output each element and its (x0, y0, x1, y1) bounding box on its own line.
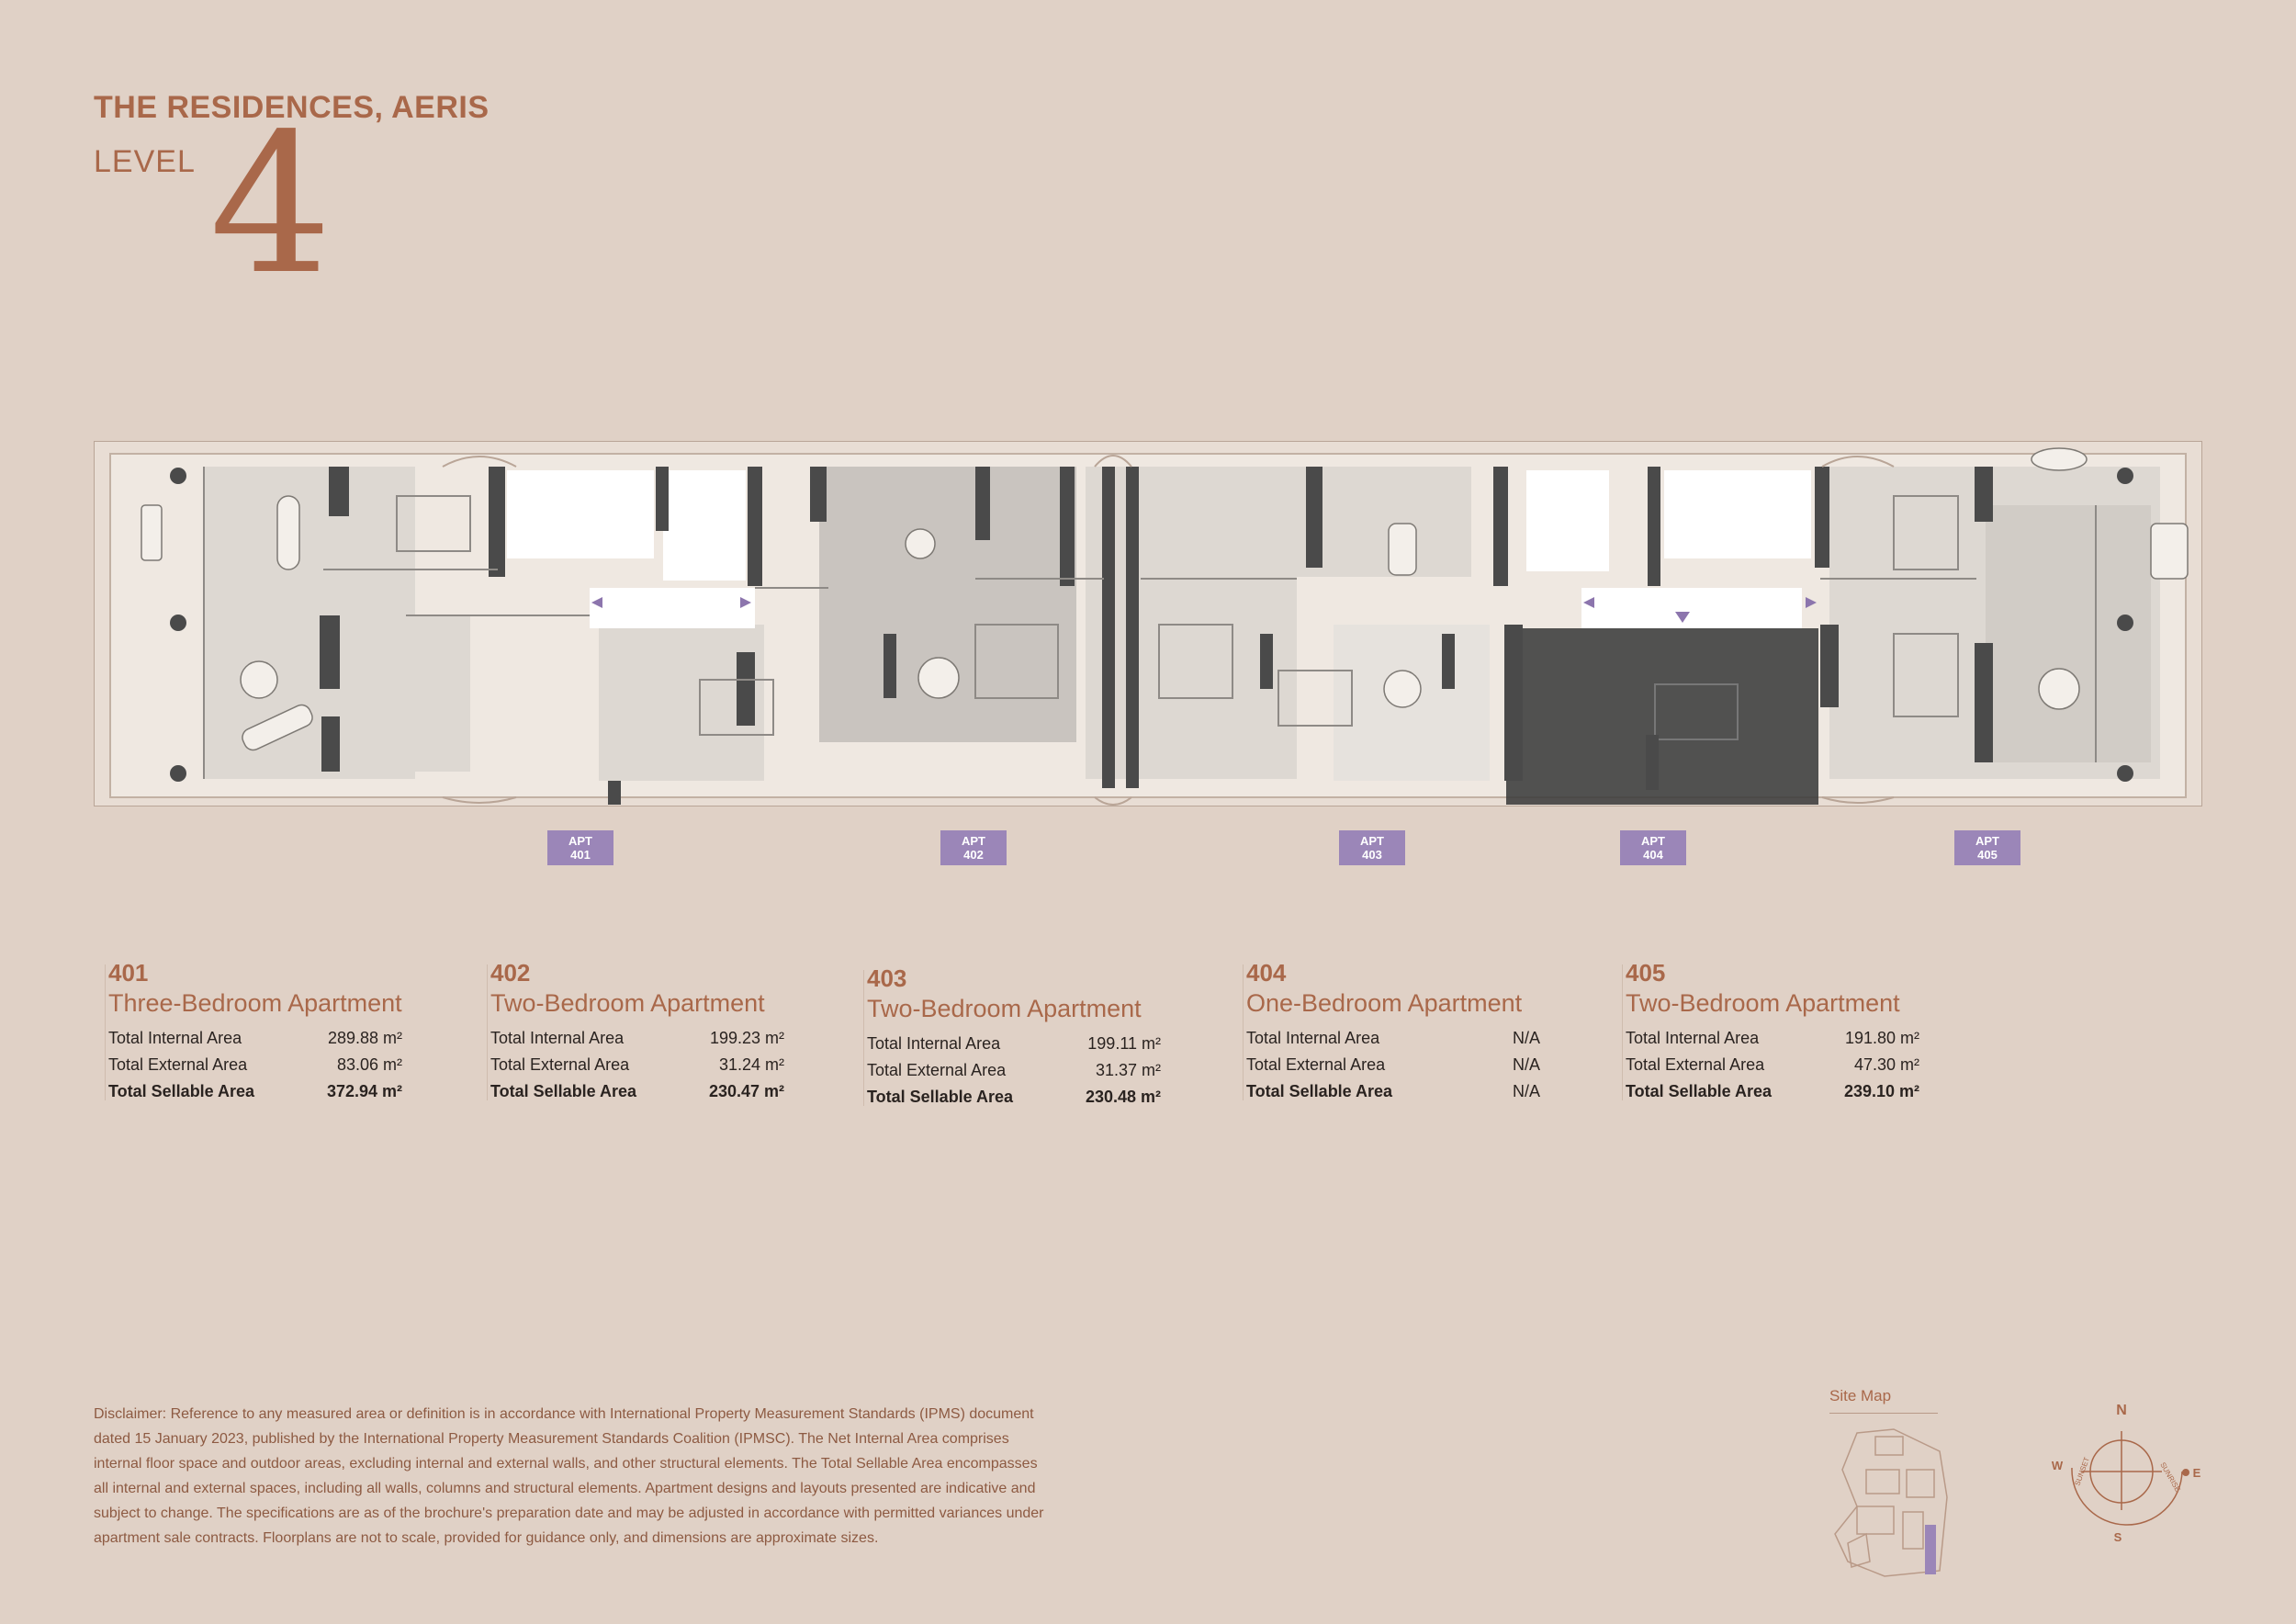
area-value: 230.47 m² (708, 1082, 784, 1100)
apt-tag-label: APT (1360, 834, 1384, 848)
area-label: Total Sellable Area (1246, 1082, 1393, 1100)
area-value: N/A (1512, 1082, 1540, 1100)
apartment-403-summary (867, 964, 1161, 1111)
area-value: 31.24 m² (718, 1055, 784, 1074)
area-value: 230.48 m² (1085, 1088, 1161, 1106)
compass-e: E (2192, 1466, 2201, 1480)
compass-w: W (2051, 1459, 2064, 1472)
area-value: 83.06 m² (336, 1055, 402, 1074)
area-value: 31.37 m² (1095, 1061, 1161, 1079)
apt-tag-label: APT (568, 834, 592, 848)
apt-tag-number: 403 (1362, 848, 1382, 862)
area-label: Total External Area (1626, 1055, 1765, 1074)
apartment-type: Three-Bedroom Apartment (108, 989, 402, 1017)
apartment-404-summary (1246, 959, 1540, 1105)
area-value: 191.80 m² (1844, 1029, 1919, 1047)
apartment-number: 401 (108, 959, 149, 987)
area-value: 372.94 m² (326, 1082, 402, 1100)
site-map-divider (1829, 1413, 1938, 1414)
area-row (490, 1052, 784, 1078)
area-label: Total Sellable Area (108, 1082, 255, 1100)
area-label: Total External Area (108, 1055, 248, 1074)
area-row-total (108, 1078, 402, 1105)
area-label: Total Internal Area (108, 1029, 242, 1047)
apartment-number: 402 (490, 959, 531, 987)
apartment-number: 404 (1246, 959, 1287, 987)
disclaimer-text: Disclaimer: Reference to any measured area or definition is in accordance with International Property Measurement Standards (IPMS) document dated 15 January 2023, published by the International Property Measurement Standards Coalition (IPMSC). The Net Internal Area comprises internal floor space and outdoor areas, excluding internal and external walls, and other structural elements. The Total Sellable Area encompasses all internal and external spaces, including all walls, columns and structural elements. Apartment designs and layouts presented are indicative and subject to change. The specifications are as of the brochure's preparation date and may be adjusted in accordance with permitted variances under apartment sale contracts. Floorplans are not to scale, provided for guidance only, and dimensions are approximate sizes. (94, 1406, 1044, 1546)
compass-icon (2039, 1387, 2204, 1552)
area-row (1626, 1052, 1919, 1078)
apartment-type: Two-Bedroom Apartment (490, 989, 765, 1017)
apartment-type: One-Bedroom Apartment (1246, 989, 1523, 1017)
area-value: 47.30 m² (1853, 1055, 1919, 1074)
area-row (867, 1057, 1161, 1084)
area-row (108, 1052, 402, 1078)
area-row (867, 1031, 1161, 1057)
compass-sunrise: SUNRISE (2158, 1460, 2182, 1494)
level-label: LEVEL (94, 144, 196, 179)
apt-tag-number: 404 (1643, 848, 1663, 862)
site-map-drawing (1829, 1424, 1967, 1580)
area-row (1246, 1052, 1540, 1078)
document-title: THE RESIDENCES, AERIS (94, 90, 490, 125)
area-row (1246, 1025, 1540, 1052)
apt-tag-403 (1339, 830, 1405, 865)
apartment-401-summary (108, 959, 402, 1105)
area-label: Total Sellable Area (1626, 1082, 1773, 1100)
site-map-label: Site Map (1829, 1387, 1892, 1404)
area-label: Total External Area (490, 1055, 630, 1074)
area-label: Total Sellable Area (490, 1082, 637, 1100)
apt-tag-label: APT (1975, 834, 1999, 848)
area-row (108, 1025, 402, 1052)
apartment-number: 403 (867, 964, 907, 992)
floor-plan (94, 441, 2202, 806)
compass-sunset: SUNSET (2073, 1456, 2091, 1487)
area-label: Total Internal Area (1626, 1029, 1760, 1047)
area-row-total (1626, 1078, 1919, 1105)
area-row-total (490, 1078, 784, 1105)
apt-tag-number: 402 (963, 848, 984, 862)
apt-tag-404 (1620, 830, 1686, 865)
area-row (490, 1025, 784, 1052)
compass-n: N (2116, 1403, 2127, 1418)
apt-tag-402 (940, 830, 1007, 865)
area-label: Total Internal Area (490, 1029, 625, 1047)
apartment-402-summary (490, 959, 784, 1105)
apt-tag-label: APT (962, 834, 985, 848)
apartment-type: Two-Bedroom Apartment (867, 995, 1142, 1022)
apartment-number: 405 (1626, 959, 1666, 987)
area-value: 289.88 m² (327, 1029, 402, 1047)
apt-tag-405 (1954, 830, 2020, 865)
area-value: N/A (1512, 1029, 1540, 1047)
apartment-405-summary (1626, 959, 1919, 1105)
area-row (1626, 1025, 1919, 1052)
apt-tag-number: 401 (570, 848, 591, 862)
apt-tag-401 (547, 830, 613, 865)
area-row-total (867, 1084, 1161, 1111)
apt-tag-label: APT (1641, 834, 1665, 848)
area-value: 239.10 m² (1843, 1082, 1919, 1100)
area-label: Total External Area (1246, 1055, 1386, 1074)
level-number: 4 (209, 92, 332, 317)
area-value: N/A (1512, 1055, 1540, 1074)
compass-s: S (2113, 1530, 2122, 1544)
apartment-type: Two-Bedroom Apartment (1626, 989, 1900, 1017)
area-label: Total Internal Area (867, 1034, 1001, 1053)
apt-tag-number: 405 (1977, 848, 1998, 862)
area-row-total (1246, 1078, 1540, 1105)
area-value: 199.23 m² (709, 1029, 784, 1047)
area-label: Total Internal Area (1246, 1029, 1380, 1047)
area-value: 199.11 m² (1087, 1034, 1161, 1053)
area-label: Total External Area (867, 1061, 1007, 1079)
area-label: Total Sellable Area (867, 1088, 1014, 1106)
